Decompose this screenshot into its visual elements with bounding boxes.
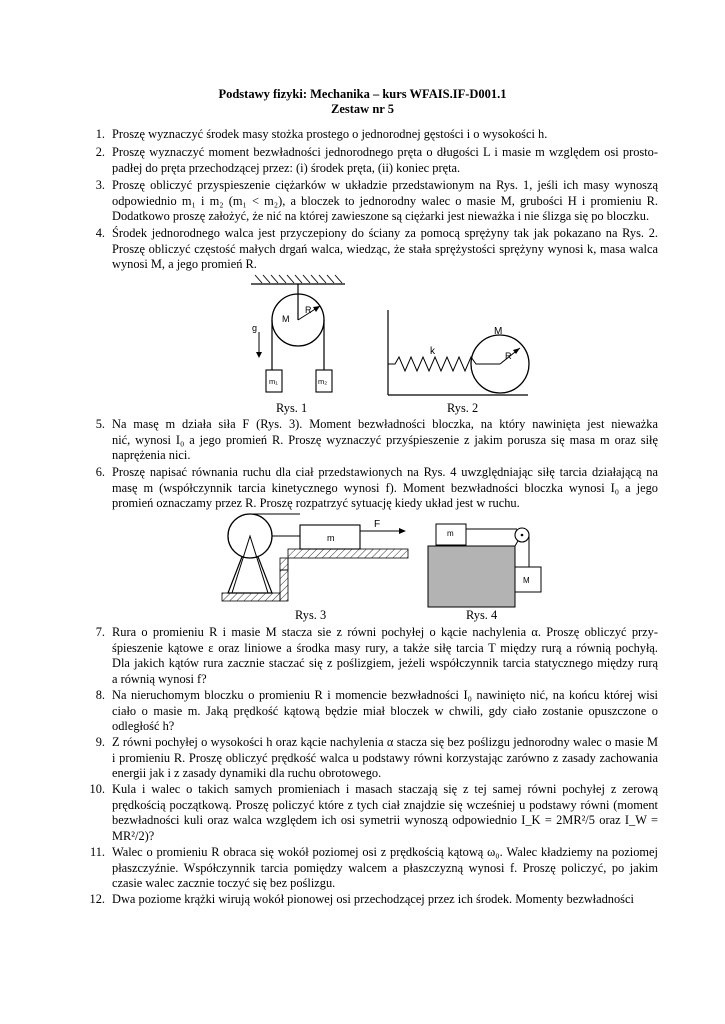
problem-line: nić, wynosi I₀ a jego promień R. Proszę wyznaczyć przyśpieszenie z jakim porusza się masa m oraz siłę <box>112 432 658 447</box>
label-R: R <box>505 351 512 361</box>
figure-rys3 <box>222 514 408 601</box>
problem-line: Dla jakich kątów rura zacznie staczać się z poślizgiem, jeżeli współczynnik tarcia statycznego między rurą <box>112 656 658 671</box>
label-k: k <box>430 346 435 357</box>
figure-rys4 <box>428 524 541 607</box>
label-M: M <box>282 314 290 324</box>
problem-line: czasie walec zacznie toczyć się bez poślizgu. <box>112 876 336 891</box>
label-M: M <box>494 326 503 337</box>
problem-line: MR²/2)? <box>112 828 155 843</box>
gravity-arrow-icon <box>256 352 262 358</box>
problem-number: 9. <box>95 735 105 749</box>
caption-rys2: Rys. 2 <box>447 401 479 415</box>
document-subtitle: Zestaw nr 5 <box>331 102 394 116</box>
label-F: F <box>374 519 381 530</box>
problem-number: 5. <box>95 417 105 431</box>
problem-line: Kula i walec o takich samych promieniach i masach staczają się z tej samej równi pochyłej z zerową <box>112 782 658 796</box>
problem-number: 1. <box>95 127 105 141</box>
problem-line: naprężenia nici. <box>112 448 191 463</box>
problem-line: Proszę wyznaczyć moment bezwładności jednorodnego pręta o długości L i masie m względem osi prosto- <box>112 145 658 159</box>
problem-number: 6. <box>95 465 105 479</box>
problem-line: Na masę m działa siła F (Rys. 3). Moment bezwładności bloczka, na który nawinięta jest nieważka <box>112 417 658 431</box>
caption-rys1: Rys. 1 <box>276 401 308 415</box>
problem-line: prędkością początkową. Proszę policzyć które z tych ciał znajdzie się wcześniej u podstawy równi (moment <box>112 797 658 812</box>
problem-number: 8. <box>95 688 105 702</box>
problem-line: Z równi pochyłej o wysokości h oraz kącie nachylenia α stacza się bez poślizgu jednorodny walec o masie M <box>112 735 658 749</box>
problem-line: odpowiednio m₁ i m₂ (m₁ < m₂), a bloczek to jednorodny walec o masie M, grubości H i promieniu R. <box>112 193 658 208</box>
figures-3-4 <box>0 512 725 612</box>
spring-icon <box>388 357 500 371</box>
problem-line: Proszę obliczyć częstość małych drgań walca, wiedząc, że stała sprężystości sprężyny wynosi k, masa walca <box>112 241 658 256</box>
problem-line: Rura o promieniu R i masie M stacza sie z równi pochyłej o kącie nachylenia α. Proszę obliczyć przy- <box>112 625 658 639</box>
document-title: Podstawy fizyki: Mechanika – kurs WFAIS.IF-D001.1 <box>218 87 507 101</box>
label-m1: m₁ <box>269 377 278 386</box>
problem-line: Dwa poziome krążki wirują wokół pionowej osi przechodzącej przez ich środek. Momenty bezwładności <box>112 892 634 906</box>
problem-line: śpieszenie kątowe ε oraz liniowe a środka masy rury, a także siłę tarcia T między rurą a równią pochyłą. <box>112 640 658 655</box>
problem-line: Dodatkowo proszę założyć, że nić na której zawieszone są ciężarki jest nieważka i nie ślizga się po bloczku. <box>112 209 650 224</box>
problem-number: 2. <box>95 145 105 159</box>
problem-number: 12. <box>89 892 105 906</box>
figures-1-2 <box>0 270 725 415</box>
problem-number: 3. <box>95 178 105 192</box>
problem-number: 10. <box>89 782 105 796</box>
problem-line: masę m (współczynnik tarcia kinetycznego wynosi f). Moment bezwładności bloczka wynosi I₀ a jego <box>112 480 658 495</box>
label-m: m <box>447 529 454 538</box>
problem-line: Na nieruchomym bloczku o promieniu R i momencie bezwładności I₀ nawinięto nić, na końcu której wisi <box>112 688 658 702</box>
table <box>428 546 515 607</box>
problem-line: padłej do pręta przechodzącej przez: (i) środek pręta, (ii) koniec pręta. <box>112 160 461 175</box>
caption-rys4: Rys. 4 <box>466 608 498 622</box>
problem-line: Proszę obliczyć przyspieszenie ciężarków w układzie przedstawionym na Rys. 1, jeśli ich masy wynoszą <box>112 178 658 192</box>
problem-line: ciało o masie m. Jaką prędkość kątową będzie miał bloczek w chwili, gdy ciało zostanie opuszczone o <box>112 703 658 718</box>
figure-rys2 <box>388 310 529 395</box>
problem-line: energii jak i z zasady dynamiki dla ruchu obrotowego. <box>112 766 382 781</box>
problem-line: Walec o promieniu R obraca się wokół poziomej osi z prędkością kątową ω₀. Walec kładziemy na poziomej <box>112 845 658 859</box>
problem-line: bezwładności kuli oraz walca względem ich osi symetrii wynoszą odpowiednio I_K = 2MR²/5 oraz I_W = <box>112 813 658 828</box>
problem-number: 7. <box>95 625 105 639</box>
problem-line: i promieniu R. Proszę obliczyć prędkość walca u podstawy równi korzystając zarówno z zasady zachowania <box>112 750 658 765</box>
problem-line: płaszczyźnie. Współczynnik tarcia pomiędzy walcem a płaszczyzną wynosi f. Proszę policzyć, po jakim <box>112 860 658 875</box>
label-g: g <box>252 323 258 333</box>
problem-line: Środek jednorodnego walca jest przyczepiony do ściany za pomocą sprężyny tak jak pokazano na Rys. 2. <box>112 226 658 240</box>
label-m2: m₂ <box>318 377 328 386</box>
problem-line: Proszę napisać równania ruchu dla ciał przedstawionych na Rys. 4 uwzględniając siłę tarcia działającą na <box>112 465 658 479</box>
force-arrow-icon <box>399 528 406 534</box>
problem-number: 11. <box>89 845 105 859</box>
caption-rys3: Rys. 3 <box>295 608 327 622</box>
problem-line: a równią wynosi f? <box>112 671 207 686</box>
problem-number: 4. <box>95 226 105 240</box>
problem-line: odległość h? <box>112 719 175 734</box>
label-R: R <box>305 305 312 315</box>
problem-line: wynosi M, a jego promień R. <box>112 257 257 272</box>
label-m: m <box>327 533 335 543</box>
problem-line: promień oznaczamy przez R. Proszę rozpatrzyć sytuację kiedy układ jest w ruchu. <box>112 496 520 511</box>
problem-line: Proszę wyznaczyć środek masy stożka prostego o jednorodnej gęstości i o wysokości h. <box>112 127 548 141</box>
figure-rys1 <box>251 275 345 392</box>
label-M: M <box>523 576 530 585</box>
